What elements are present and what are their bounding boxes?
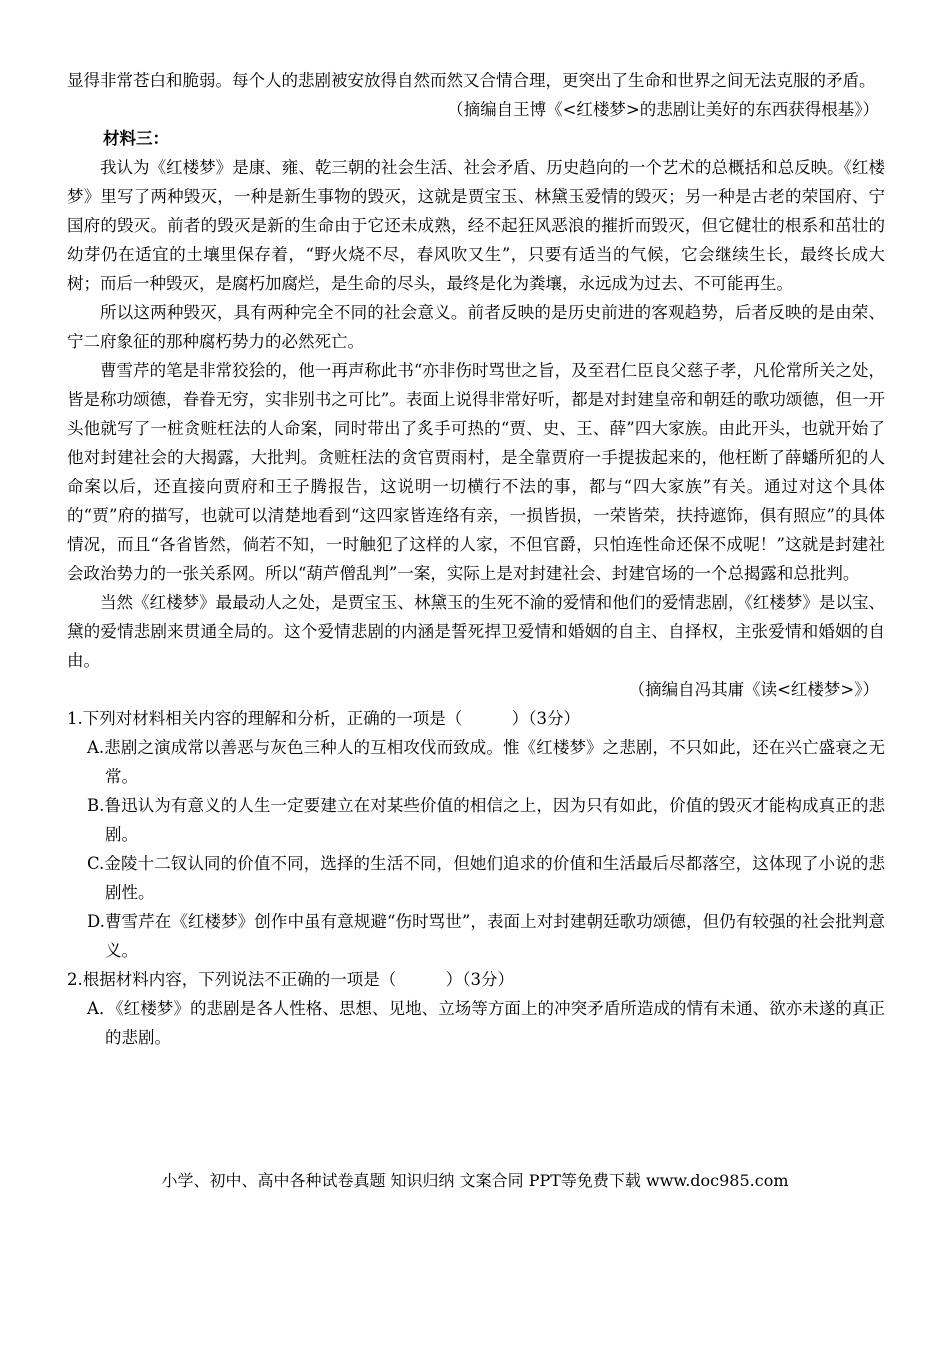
page-footer: 小学、初中、高中各种试卷真题 知识归纳 文案合同 PPT等免费下载 www.doc985.com xyxy=(161,1171,789,1190)
source-citation-2: （摘编自冯其庸《读<红楼梦>》） xyxy=(628,680,879,699)
question-2-option-a: A．《红楼梦》的悲剧是各人性格、思想、见地、立场等方面上的冲突矛盾所造成的情有未通、欲亦未遂的真正的悲剧。 xyxy=(87,999,885,1047)
question-1-option-b: B.鲁迅认为有意义的人生一定要建立在对某些价值的相信之上，因为只有如此，价值的毁灭才能构成真正的悲剧。 xyxy=(87,796,885,844)
document-page xyxy=(67,66,885,1052)
question-1-stem: 1.下列对材料相关内容的理解和分析，正确的一项是（ ）（3分） xyxy=(67,709,580,728)
question-1-option-d: D.曹雪芹在《红楼梦》创作中虽有意规避“伤时骂世”，表面上对封建朝廷歌功颂德，但仍有较强的社会批判意义。 xyxy=(87,912,885,960)
material-3-paragraph-2: 所以这两种毁灭，具有两种完全不同的社会意义。前者反映的是历史前进的客观趋势，后者反映的是由荣、宁二府象征的那种腐朽势力的必然死亡。 xyxy=(67,303,885,351)
material-3-paragraph-3: 曹雪芹的笔是非常狡狯的，他一再声称此书“亦非伤时骂世之旨，及至君仁臣良父慈子孝，凡伦常所关之处，皆是称功颂德，眷眷无穷，实非别书之可比”。表面上说得非常好听，都是对封建皇帝和朝廷的歌功颂德，但一开头他就写了一桩贪赃枉法的人命案，同时带出了炙手可热的“贾、史、王、薛”四大家族。由此开头，也就开始了他对封建社会的大揭露，大批判。贪赃枉法的贪官贾雨村，是全靠贾府一手提拔起来的，他枉断了薛蟠所犯的人命案以后，还直接向贾府和王子腾报告，这说明一切横行不法的事，都与“四大家族”有关。通过对这个具体的“贾”府的描写，也就可以清楚地看到“这四家皆连络有亲，一损皆损，一荣皆荣，扶持遮饰，俱有照应”的具体情况，而且“各省皆然，倘若不知，一时触犯了这样的人家，不但官爵，只怕连性命还保不成呢！”这就是封建社会政治势力的一张关系网。所以“葫芦僧乱判”一案，实际上是对封建社会、封建官场的一个总揭露和总批判。 xyxy=(67,361,885,583)
material-3-paragraph-4: 当然《红楼梦》最最动人之处，是贾宝玉、林黛玉的生死不渝的爱情和他们的爱情悲剧，《红楼梦》是以宝、黛的爱情悲剧来贯通全局的。这个爱情悲剧的内涵是誓死捍卫爱情和婚姻的自主、自择权，主张爱情和婚姻的自由。 xyxy=(67,593,885,670)
paragraph-top: 显得非常苍白和脆弱。每个人的悲剧被安放得自然而然又合情合理，更突出了生命和世界之间无法克服的矛盾。 xyxy=(67,71,876,90)
question-2-stem: 2.根据材料内容，下列说法不正确的一项是（ ）（3分） xyxy=(67,970,514,989)
question-1-option-c: C.金陵十二钗认同的价值不同，选择的生活不同，但她们追求的价值和生活最后尽都落空，这体现了小说的悲剧性。 xyxy=(87,854,885,902)
material-3-heading: 材料三： xyxy=(103,129,169,148)
source-citation-1: （摘编自王博《<红楼梦>的悲剧让美好的东西获得根基》） xyxy=(447,100,879,119)
material-3-paragraph-1: 我认为《红楼梦》是康、雍、乾三朝的社会生活、社会矛盾、历史趋向的一个艺术的总概括和总反映。《红楼梦》里写了两种毁灭，一种是新生事物的毁灭，这就是贾宝玉、林黛玉爱情的毁灭；另一种是古老的荣国府、宁国府的毁灭。前者的毁灭是新的生命由于它还未成熟，经不起狂风恶浪的摧折而毁灭，但它健壮的根系和茁壮的幼芽仍在适宜的土壤里保存着，“野火烧不尽，春风吹又生”，只要有适当的气候，它会继续生长，最终长成大树；而后一种毁灭，是腐朽加腐烂，是生命的尽头，最终是化为粪壤，永远成为过去、不可能再生。 xyxy=(67,158,885,293)
question-1-option-a: A.悲剧之演成常以善恶与灰色三种人的互相攻伐而致成。惟《红楼梦》之悲剧，不只如此，还在兴亡盛衰之无常。 xyxy=(87,738,885,786)
